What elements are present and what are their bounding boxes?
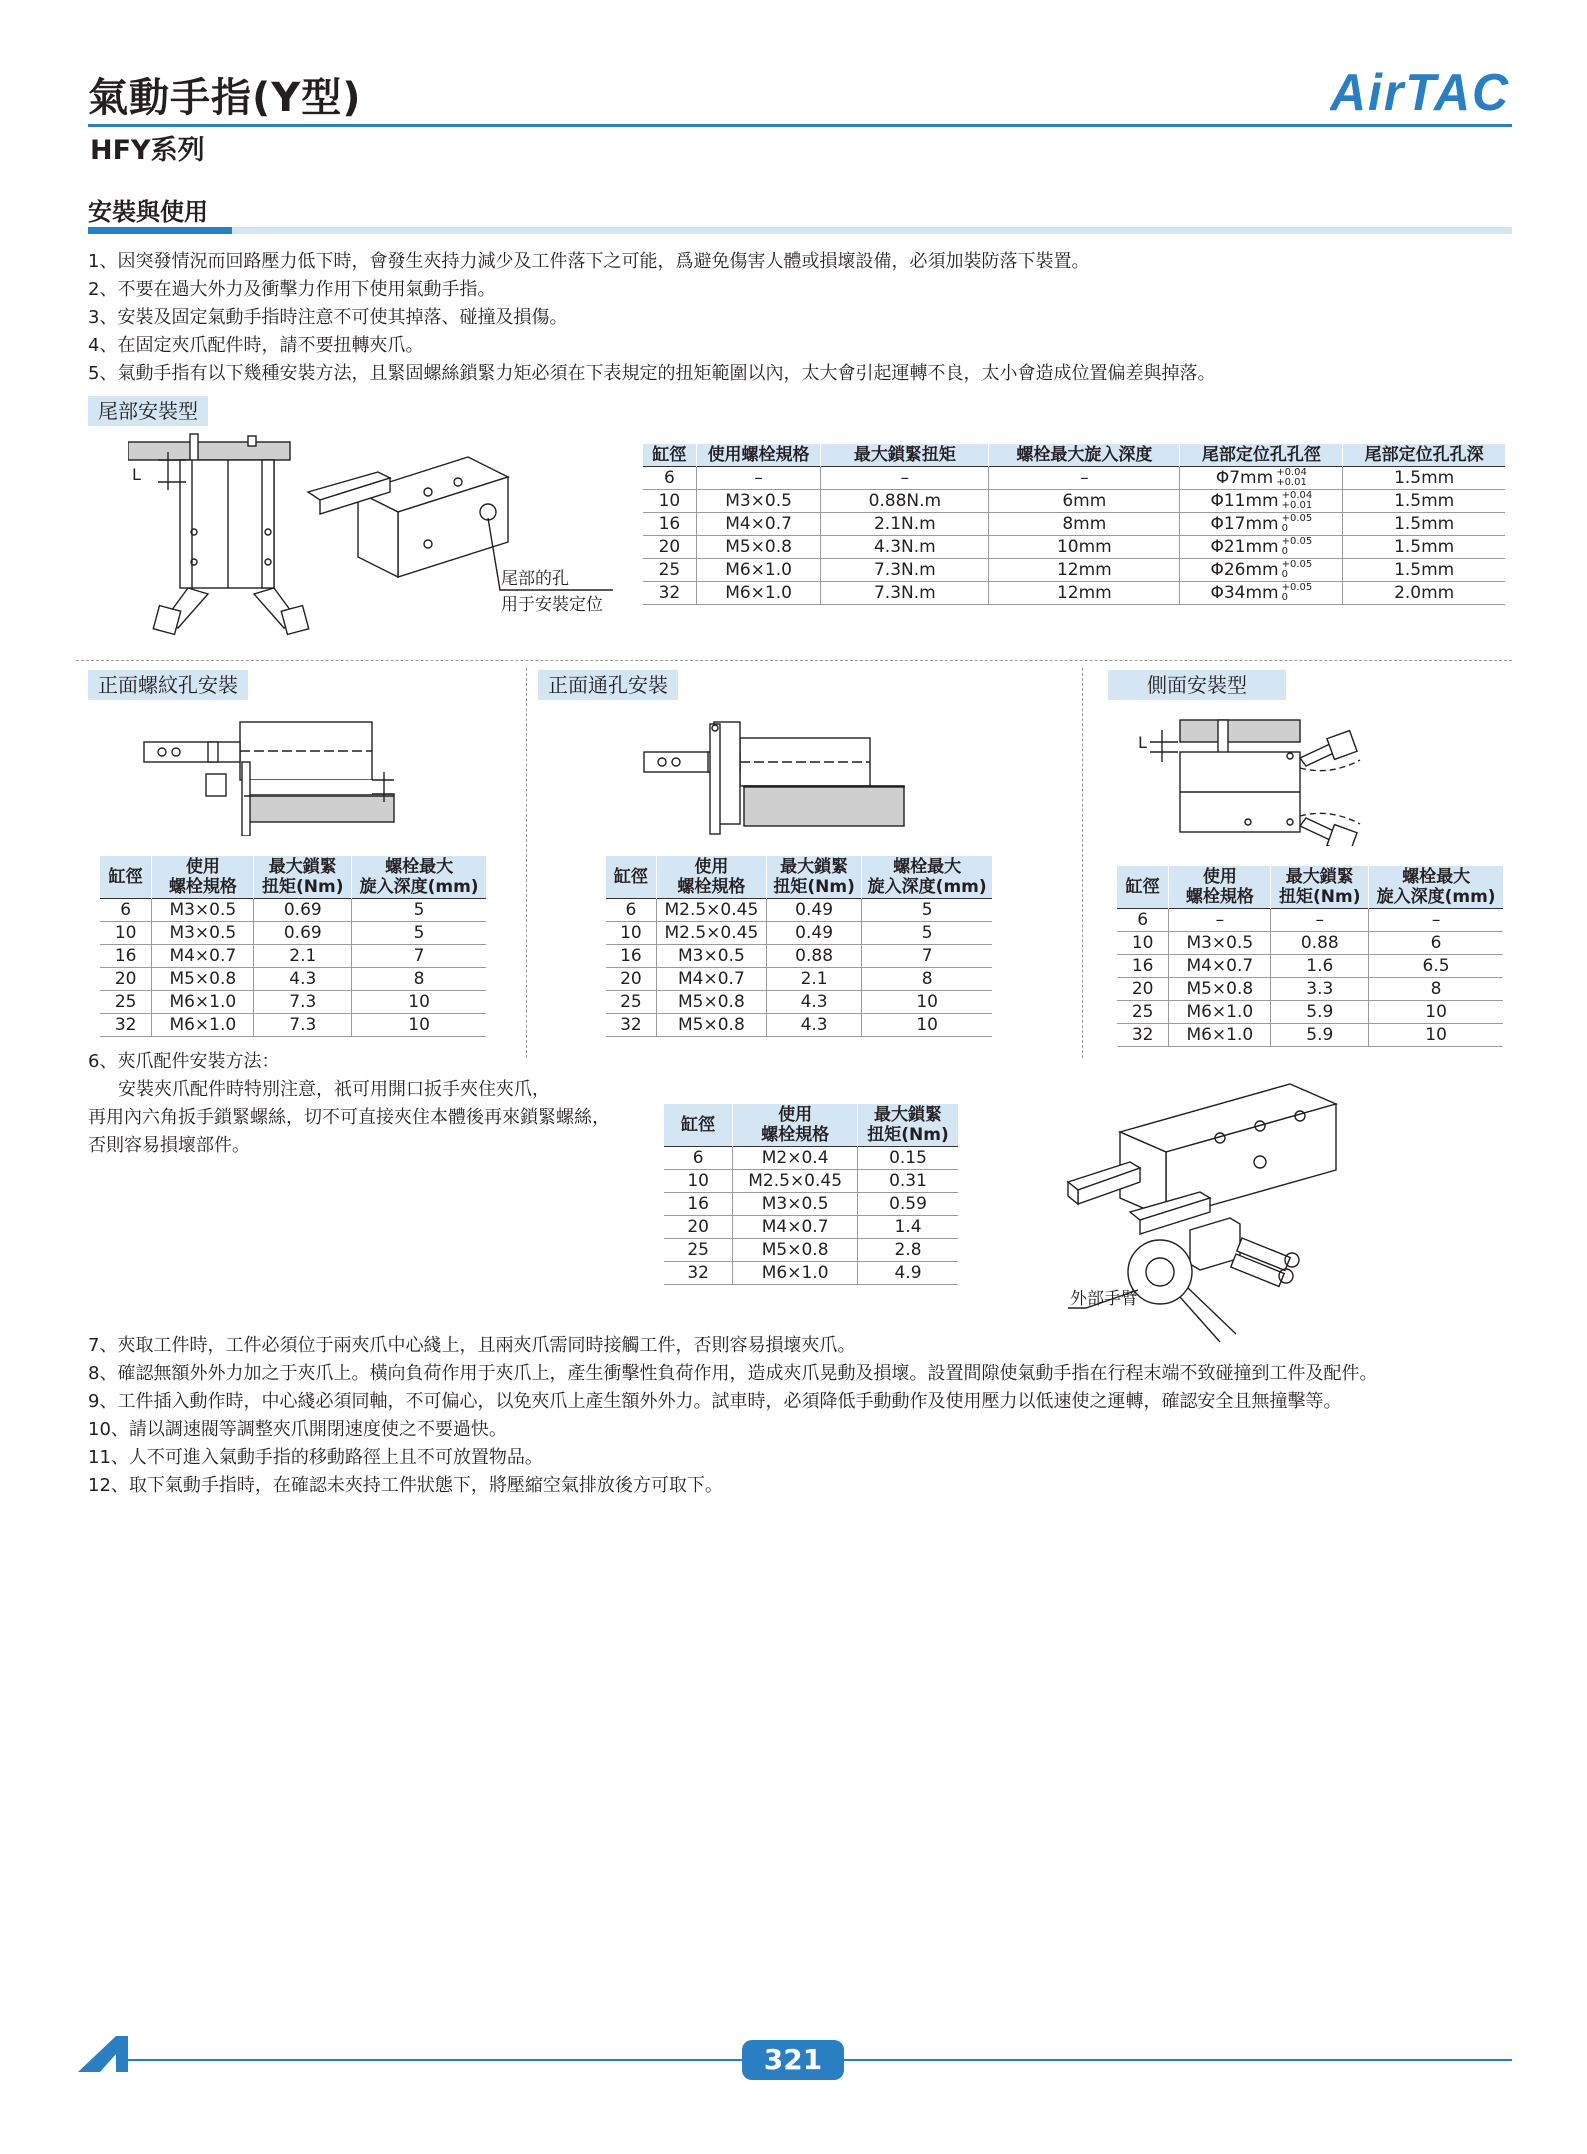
tolerance-upper: +0.04	[1281, 490, 1313, 501]
table-cell: 7	[352, 945, 486, 968]
jaw-mount-table-body	[664, 1147, 958, 1285]
column-header-line: 最大鎖緊	[780, 857, 849, 877]
hole-diameter-cell	[1180, 467, 1343, 490]
table-row	[643, 559, 1505, 582]
tolerance-upper: +0.04	[1276, 467, 1307, 478]
column-header	[1117, 866, 1169, 909]
tolerance-upper: +0.05	[1281, 536, 1313, 547]
table-cell: 10	[100, 922, 152, 945]
table-cell: 6	[643, 467, 696, 490]
table-cell: 6mm	[989, 490, 1180, 513]
table-row	[1117, 1001, 1503, 1024]
table-cell: 6	[664, 1147, 733, 1170]
note-item: 9、工件插入動作時，中心綫必須同軸，不可偏心，以免夾爪上產生額外外力。試車時，必須降低手動動作及使用壓力以低速使之運轉，確認安全且無撞擊等。	[88, 1391, 1342, 1412]
table-cell: M5×0.8	[152, 968, 254, 991]
table-cell: 10	[1117, 932, 1169, 955]
jaw-note-line: 否則容易損壞部件。	[88, 1135, 250, 1156]
table-row	[1117, 1024, 1503, 1047]
table-row	[100, 922, 486, 945]
table-cell: 4.3	[254, 968, 352, 991]
tail-mount-tag: 尾部安裝型	[88, 396, 208, 426]
tail-dim-label: L	[132, 465, 141, 484]
table-cell: M3×0.5	[733, 1193, 858, 1216]
column-header-line: 使用	[694, 857, 729, 877]
divider	[1082, 668, 1083, 1058]
table-cell: 10mm	[989, 536, 1180, 559]
table-cell: M3×0.5	[152, 899, 254, 922]
hole-diameter: Φ26mm	[1210, 560, 1279, 580]
table-cell: 8	[352, 968, 486, 991]
note-item: 11、人不可進入氣動手指的移動路徑上且不可放置物品。	[88, 1447, 543, 1468]
hole-diameter: Φ11mm	[1210, 491, 1279, 511]
table-cell: 1.5mm	[1343, 467, 1505, 490]
section-bar-accent	[88, 227, 232, 234]
column-header-line: 使用	[1202, 867, 1237, 887]
table-cell: 1.4	[858, 1216, 958, 1239]
table-cell: 5	[352, 899, 486, 922]
table-cell: M2.5×0.45	[656, 922, 766, 945]
table-cell: 8	[862, 968, 992, 991]
column-header: 螺栓最大旋入深度	[989, 444, 1180, 467]
hole-tolerance	[1282, 537, 1313, 557]
column-header-line: 最大鎖緊	[268, 857, 337, 877]
divider	[526, 668, 527, 1058]
table-cell: 25	[606, 991, 656, 1014]
table-cell: M5×0.8	[733, 1239, 858, 1262]
tolerance-lower: +0.01	[1281, 500, 1313, 511]
notes-bottom	[88, 1332, 1377, 1500]
table-cell: 2.8	[858, 1239, 958, 1262]
hole-diameter: Φ7mm	[1215, 468, 1274, 488]
table-row	[100, 945, 486, 968]
section-bar	[88, 227, 1512, 234]
hole-tolerance	[1282, 514, 1313, 534]
table-cell: 0.49	[766, 922, 861, 945]
table-header-row	[606, 856, 992, 899]
column-header	[656, 856, 766, 899]
section-title: 安裝與使用	[88, 198, 208, 226]
table-cell: 7	[862, 945, 992, 968]
table-cell: M4×0.7	[1169, 955, 1271, 978]
table-cell: –	[821, 467, 989, 490]
front-through-drawing	[640, 716, 910, 840]
table-cell: 4.9	[858, 1262, 958, 1285]
table-cell: M4×0.7	[696, 513, 821, 536]
front-thread-table-body	[100, 899, 486, 1037]
table-cell: 32	[100, 1014, 152, 1037]
table-row	[643, 490, 1505, 513]
tolerance-upper: +0.05	[1281, 513, 1313, 524]
table-cell: –	[989, 467, 1180, 490]
front-thread-table	[100, 856, 486, 1037]
table-cell: –	[1169, 909, 1271, 932]
notes-top	[88, 248, 1215, 388]
page-number: 321	[742, 2040, 844, 2080]
table-row	[1117, 978, 1503, 1001]
table-cell: 20	[664, 1216, 733, 1239]
table-cell: 7.3N.m	[821, 582, 989, 605]
table-row	[643, 513, 1505, 536]
brand-logo	[1330, 66, 1512, 120]
table-row	[664, 1239, 958, 1262]
column-header-line: 旋入深度(mm)	[1376, 887, 1496, 907]
table-cell: –	[1369, 909, 1503, 932]
table-cell: 12mm	[989, 582, 1180, 605]
table-header-row	[100, 856, 486, 899]
front-through-tag: 正面通孔安裝	[538, 670, 678, 700]
table-header-row	[1117, 866, 1503, 909]
table-cell: M3×0.5	[152, 922, 254, 945]
column-header-line: 螺栓最大	[385, 857, 454, 877]
column-header	[1169, 866, 1271, 909]
column-header-line: 螺栓規格	[677, 877, 746, 897]
hole-diameter: Φ17mm	[1210, 514, 1279, 534]
table-cell: 6	[1369, 932, 1503, 955]
jaw-note-title: 6、夾爪配件安裝方法：	[88, 1051, 280, 1072]
table-cell: 5	[862, 922, 992, 945]
table-cell: 16	[606, 945, 656, 968]
column-header: 缸徑	[643, 444, 696, 467]
side-mount-tag: 側面安裝型	[1108, 670, 1286, 700]
table-row	[643, 582, 1505, 605]
tail-table-body	[643, 467, 1505, 605]
table-row	[664, 1170, 958, 1193]
table-cell: M2×0.4	[733, 1147, 858, 1170]
column-header	[766, 856, 861, 899]
table-cell: 32	[1117, 1024, 1169, 1047]
table-cell: M5×0.8	[656, 1014, 766, 1037]
column-header-line: 缸徑	[108, 867, 143, 887]
column-header-line: 旋入深度(mm)	[359, 877, 479, 897]
table-cell: M4×0.7	[656, 968, 766, 991]
tolerance-lower: +0.01	[1276, 477, 1307, 488]
table-header-row	[664, 1104, 958, 1147]
table-cell: M6×1.0	[733, 1262, 858, 1285]
table-cell: M6×1.0	[1169, 1024, 1271, 1047]
table-cell: M3×0.5	[696, 490, 821, 513]
table-cell: 16	[643, 513, 696, 536]
column-header	[254, 856, 352, 899]
table-cell: 2.0mm	[1343, 582, 1505, 605]
table-cell: 10	[1369, 1001, 1503, 1024]
tolerance-lower: 0	[1281, 569, 1288, 580]
note-item: 3、安裝及固定氣動手指時注意不可使其掉落、碰撞及損傷。	[88, 307, 568, 328]
table-cell: 0.59	[858, 1193, 958, 1216]
hole-diameter: Φ34mm	[1210, 583, 1279, 603]
jaw-callout-text: 外部手臂	[1070, 1289, 1138, 1309]
brand-logo-text: AirTAC	[1330, 66, 1510, 116]
table-cell: 10	[1369, 1024, 1503, 1047]
jaw-note-line: 安裝夾爪配件時特別注意，祇可用開口扳手夾住夾爪，	[118, 1079, 550, 1100]
hole-tolerance	[1282, 491, 1313, 511]
table-row	[1117, 932, 1503, 955]
table-cell: 25	[664, 1239, 733, 1262]
column-header: 最大鎖緊扭矩	[821, 444, 989, 467]
table-cell: 8	[1369, 978, 1503, 1001]
note-item: 7、夾取工件時，工件必須位于兩夾爪中心綫上，且兩夾爪需同時接觸工件，否則容易損壞夾爪。	[88, 1335, 856, 1356]
jaw-note-line: 再用內六角扳手鎖緊螺絲，切不可直接夾住本體後再來鎖緊螺絲，	[88, 1107, 610, 1128]
table-cell: 4.3	[766, 991, 861, 1014]
table-row	[606, 1014, 992, 1037]
table-row	[1117, 909, 1503, 932]
column-header	[1271, 866, 1369, 909]
table-cell: 10	[643, 490, 696, 513]
table-cell: 5.9	[1271, 1024, 1369, 1047]
column-header	[858, 1104, 958, 1147]
table-row	[100, 1014, 486, 1037]
side-mount-table	[1117, 866, 1503, 1047]
table-row	[664, 1147, 958, 1170]
column-header	[733, 1104, 858, 1147]
footer-logo-mark	[76, 2034, 140, 2078]
note-item: 1、因突發情況而回路壓力低下時，會發生夾持力減少及工件落下之可能，爲避免傷害人體或損壞設備，必須加裝防落下裝置。	[88, 251, 1090, 272]
column-header-line: 扭矩(Nm)	[773, 877, 855, 897]
tolerance-lower: 0	[1281, 523, 1288, 534]
table-cell: 10	[352, 1014, 486, 1037]
column-header	[1369, 866, 1503, 909]
hole-diameter-cell	[1180, 559, 1343, 582]
table-cell: 32	[664, 1262, 733, 1285]
column-header: 尾部定位孔孔徑	[1180, 444, 1343, 467]
column-header-line: 扭矩(Nm)	[262, 877, 344, 897]
table-cell: M6×1.0	[152, 1014, 254, 1037]
table-cell: –	[1271, 909, 1369, 932]
tolerance-lower: 0	[1281, 546, 1288, 557]
table-cell: 25	[643, 559, 696, 582]
table-cell: 25	[100, 991, 152, 1014]
table-row	[664, 1193, 958, 1216]
table-row	[606, 991, 992, 1014]
column-header-line: 扭矩(Nm)	[867, 1125, 949, 1145]
table-cell: –	[696, 467, 821, 490]
table-cell: 0.15	[858, 1147, 958, 1170]
column-header	[352, 856, 486, 899]
table-cell: 7.3	[254, 1014, 352, 1037]
column-header-line: 螺栓規格	[761, 1125, 830, 1145]
table-cell: 20	[1117, 978, 1169, 1001]
note-item: 12、取下氣動手指時，在確認未夾持工件狀態下，將壓縮空氣排放後方可取下。	[88, 1475, 723, 1496]
tolerance-upper: +0.05	[1281, 582, 1313, 593]
table-row	[664, 1262, 958, 1285]
table-row	[664, 1216, 958, 1239]
table-row	[1117, 955, 1503, 978]
table-row	[606, 899, 992, 922]
table-row	[643, 536, 1505, 559]
note-item: 4、在固定夾爪配件時，請不要扭轉夾爪。	[88, 335, 424, 356]
table-cell: 1.5mm	[1343, 490, 1505, 513]
table-cell: M4×0.7	[152, 945, 254, 968]
table-cell: 10	[352, 991, 486, 1014]
table-cell: 16	[664, 1193, 733, 1216]
table-cell: 0.49	[766, 899, 861, 922]
table-cell: 10	[664, 1170, 733, 1193]
table-cell: 25	[1117, 1001, 1169, 1024]
table-row	[606, 968, 992, 991]
table-cell: 1.5mm	[1343, 536, 1505, 559]
column-header	[152, 856, 254, 899]
table-row	[100, 899, 486, 922]
hole-tolerance	[1282, 560, 1313, 580]
note-item: 5、氣動手指有以下幾種安裝方法，且緊固螺絲鎖緊力矩必須在下表規定的扭矩範圍以內，太大會引起運轉不良，太小會造成位置偏差與掉落。	[88, 363, 1216, 384]
table-cell: 2.1	[254, 945, 352, 968]
table-row	[643, 467, 1505, 490]
table-cell: M4×0.7	[733, 1216, 858, 1239]
jaw-mount-notes	[88, 1048, 610, 1160]
table-cell: 2.1N.m	[821, 513, 989, 536]
table-cell: 1.5mm	[1343, 513, 1505, 536]
table-cell: 16	[100, 945, 152, 968]
table-cell: 0.69	[254, 922, 352, 945]
note-item: 2、不要在過大外力及衝擊力作用下使用氣動手指。	[88, 279, 496, 300]
table-cell: M6×1.0	[696, 559, 821, 582]
table-cell: 0.31	[858, 1170, 958, 1193]
table-cell: 6	[606, 899, 656, 922]
table-row	[606, 945, 992, 968]
table-cell: 2.1	[766, 968, 861, 991]
hole-diameter-cell	[1180, 582, 1343, 605]
column-header-line: 缸徑	[681, 1115, 716, 1135]
column-header-line: 使用	[778, 1105, 813, 1125]
table-cell: 16	[1117, 955, 1169, 978]
front-through-table-body	[606, 899, 992, 1037]
table-cell: 20	[606, 968, 656, 991]
page-title: 氣動手指(Y型)	[88, 75, 362, 121]
table-cell: 32	[606, 1014, 656, 1037]
column-header-line: 扭矩(Nm)	[1279, 887, 1361, 907]
table-cell: 6.5	[1369, 955, 1503, 978]
jaw-mount-drawing	[1060, 1082, 1350, 1356]
side-mount-drawing	[1130, 716, 1370, 850]
table-cell: 20	[100, 968, 152, 991]
column-header-line: 螺栓規格	[168, 877, 237, 897]
column-header-line: 使用	[185, 857, 220, 877]
table-cell: 20	[643, 536, 696, 559]
table-cell: 7.3	[254, 991, 352, 1014]
tail-callout-text-2: 用于安裝定位	[501, 595, 603, 615]
table-cell: 3.3	[1271, 978, 1369, 1001]
column-header: 使用螺栓規格	[696, 444, 821, 467]
divider	[76, 660, 1512, 661]
front-through-table	[606, 856, 992, 1037]
table-cell: 0.88	[766, 945, 861, 968]
table-cell: 5	[862, 899, 992, 922]
table-cell: 4.3N.m	[821, 536, 989, 559]
column-header-line: 螺栓最大	[1402, 867, 1471, 887]
column-header-line: 最大鎖緊	[1285, 867, 1354, 887]
column-header	[606, 856, 656, 899]
column-header	[664, 1104, 733, 1147]
hole-tolerance	[1282, 583, 1313, 603]
table-cell: 32	[643, 582, 696, 605]
table-cell: M5×0.8	[696, 536, 821, 559]
column-header-line: 旋入深度(mm)	[867, 877, 987, 897]
table-cell: M3×0.5	[656, 945, 766, 968]
column-header-line: 最大鎖緊	[874, 1105, 942, 1125]
note-item: 10、請以調速閥等調整夾爪開閉速度使之不要過快。	[88, 1419, 507, 1440]
table-cell: M6×1.0	[696, 582, 821, 605]
table-cell: M2.5×0.45	[733, 1170, 858, 1193]
table-cell: 1.6	[1271, 955, 1369, 978]
table-cell: 10	[862, 1014, 992, 1037]
table-cell: 12mm	[989, 559, 1180, 582]
table-cell: 0.88	[1271, 932, 1369, 955]
hole-diameter-cell	[1180, 536, 1343, 559]
column-header-line: 缸徑	[613, 867, 648, 887]
column-header	[100, 856, 152, 899]
header-rule	[88, 124, 1512, 127]
jaw-mount-table	[664, 1104, 958, 1285]
table-cell: 4.3	[766, 1014, 861, 1037]
table-cell: 6	[1117, 909, 1169, 932]
hole-diameter: Φ21mm	[1210, 537, 1279, 557]
table-cell: M3×0.5	[1169, 932, 1271, 955]
front-thread-drawing	[140, 716, 410, 840]
table-cell: M5×0.8	[656, 991, 766, 1014]
front-thread-tag: 正面螺紋孔安裝	[88, 670, 248, 700]
table-cell: 0.88N.m	[821, 490, 989, 513]
table-cell: 7.3N.m	[821, 559, 989, 582]
table-cell: 6	[100, 899, 152, 922]
hole-diameter-cell	[1180, 513, 1343, 536]
table-cell: M2.5×0.45	[656, 899, 766, 922]
table-cell: M5×0.8	[1169, 978, 1271, 1001]
table-header-row	[643, 444, 1505, 467]
hole-diameter-cell	[1180, 490, 1343, 513]
column-header-line: 缸徑	[1125, 877, 1160, 897]
table-cell: 10	[862, 991, 992, 1014]
series-name: HFY系列	[90, 135, 205, 166]
column-header: 尾部定位孔孔深	[1343, 444, 1505, 467]
hole-tolerance	[1276, 468, 1307, 488]
tail-callout-text-1: 尾部的孔	[501, 569, 569, 589]
column-header-line: 螺栓最大	[893, 857, 962, 877]
table-cell: M6×1.0	[1169, 1001, 1271, 1024]
column-header	[862, 856, 992, 899]
side-dim-label: L	[1138, 733, 1147, 752]
table-cell: 5.9	[1271, 1001, 1369, 1024]
side-mount-table-body	[1117, 909, 1503, 1047]
column-header-line: 螺栓規格	[1185, 887, 1254, 907]
tolerance-upper: +0.05	[1281, 559, 1313, 570]
table-row	[100, 991, 486, 1014]
table-row	[606, 922, 992, 945]
tail-mount-table	[643, 444, 1505, 605]
note-item: 8、確認無額外外力加之于夾爪上。橫向負荷作用于夾爪上，產生衝擊性負荷作用，造成夾爪晃動及損壞。設置間隙使氣動手指在行程末端不致碰撞到工件及配件。	[88, 1363, 1378, 1384]
table-cell: 8mm	[989, 513, 1180, 536]
table-cell: 10	[606, 922, 656, 945]
tail-mount-drawing	[128, 432, 628, 656]
tolerance-lower: 0	[1281, 592, 1288, 603]
table-row	[100, 968, 486, 991]
table-cell: M6×1.0	[152, 991, 254, 1014]
table-cell: 5	[352, 922, 486, 945]
table-cell: 0.69	[254, 899, 352, 922]
table-cell: 1.5mm	[1343, 559, 1505, 582]
